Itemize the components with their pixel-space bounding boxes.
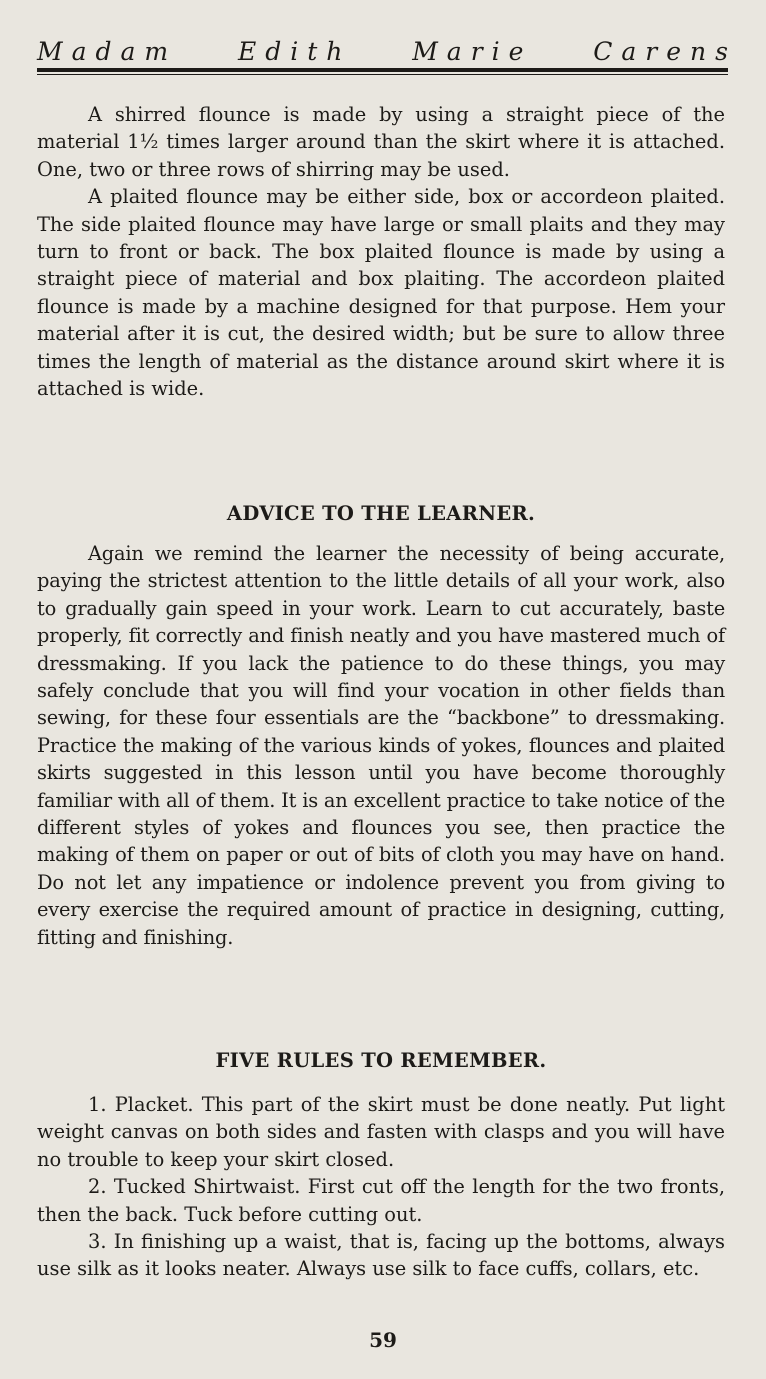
- intro-section: [37, 101, 725, 402]
- running-head-word: Edith: [237, 37, 352, 66]
- rule-item: 1. Placket. This part of the skirt must be done neatly. Put light weight canvas on both sides and fasten with clasps and you will have no trouble to keep your skirt closed.: [37, 1093, 725, 1171]
- running-head-word: Madam: [37, 37, 178, 66]
- paragraph: A plaited flounce may be either side, box or accordeon plaited. The side plaited flounce may have large or small plaits and they may turn to front or back. The box plaited flounce is made by using a straight piece of material and box plaiting. The accordeon plaited flounce is made by a machine designed for that purpose. Hem your material after it is cut, the desired width; but be sure to allow three times the length of material as the distance around skirt where it is attached is wide.: [37, 185, 725, 401]
- page-number: 59: [369, 1328, 397, 1352]
- advice-section: [37, 540, 725, 951]
- paragraph: Again we remind the learner the necessity of being accurate, paying the strictest attention to the little details of all your work, also to gradually gain speed in your work. Learn to cut accurately, baste properly, fit correctly and finish neatly and you have mastered much of dressmaking. If you lack the patience to do these things, you may safely conclude that you will find your vocation in other fields than sewing, for these four essentials are the “backbone” to dressmaking. Practice the making of the various kinds of yokes, flounces and plaited skirts suggested in this lesson until you have become thoroughly familiar with all of them. It is an excellent practice to take notice of the different styles of yokes and flounces you see, then practice the making of them on paper or out of bits of cloth you may have on hand. Do not let any impatience or indolence prevent you from giving to every exercise the required amount of practice in designing, cutting, fitting and finishing.: [37, 542, 725, 949]
- rules-section: [37, 1091, 725, 1283]
- running-head: [37, 37, 737, 67]
- section-heading-advice: ADVICE TO THE LEARNER.: [226, 502, 536, 525]
- running-head-word: Carens: [593, 37, 737, 66]
- header-rule-thick: [37, 68, 728, 72]
- section-heading-rules: FIVE RULES TO REMEMBER.: [215, 1049, 547, 1072]
- rule-item: 2. Tucked Shirtwaist. First cut off the length for the two fronts, then the back. Tuck before cutting out.: [37, 1175, 725, 1226]
- rule-item: 3. In finishing up a waist, that is, facing up the bottoms, always use silk as it looks neater. Always use silk to face cuffs, collars, etc.: [37, 1230, 725, 1281]
- paragraph: A shirred flounce is made by using a straight piece of the material 1½ times larger around than the skirt where it is attached. One, two or three rows of shirring may be used.: [37, 103, 725, 181]
- running-head-word: Marie: [412, 37, 533, 66]
- header-rule-thin: [37, 74, 728, 75]
